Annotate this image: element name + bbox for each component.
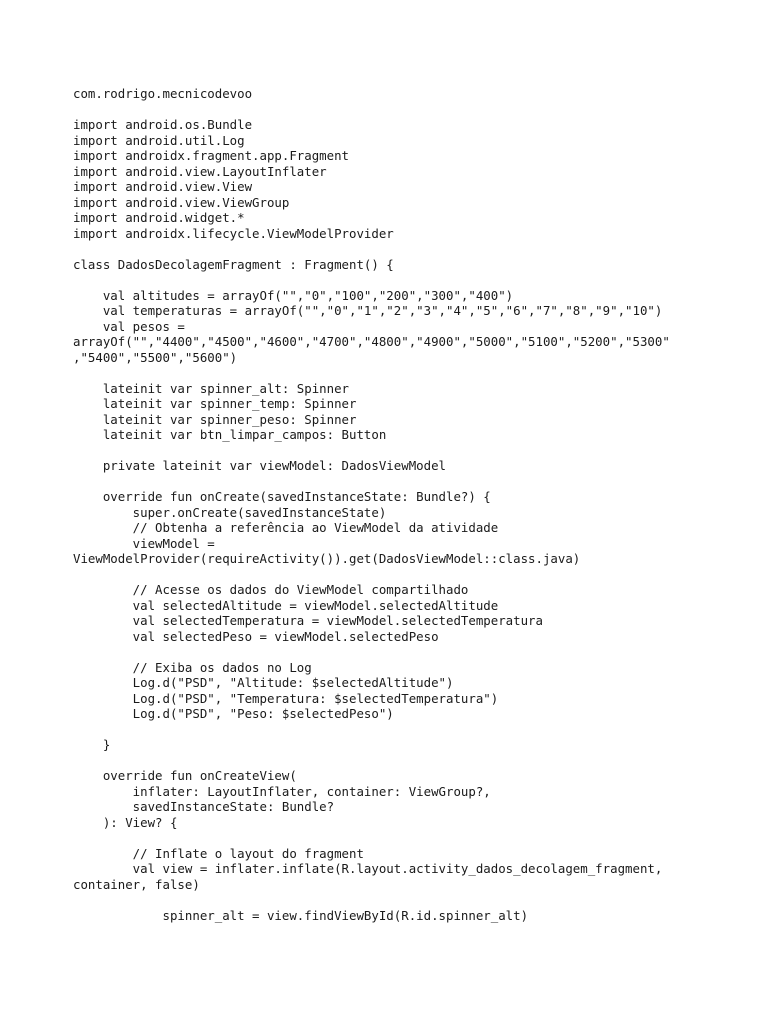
code-line: // Obtenha a referência ao ViewModel da atividade (73, 520, 499, 535)
code-line: private lateinit var viewModel: DadosViewModel (73, 458, 446, 473)
code-line: import androidx.lifecycle.ViewModelProvider (73, 225, 394, 241)
code-line (73, 272, 753, 288)
code-line (73, 241, 753, 257)
code-line (73, 443, 753, 459)
code-line: class DadosDecolagemFragment : Fragment() { (73, 256, 394, 272)
code-line: Log.d("PSD", "Temperatura: $selectedTemperatura") (73, 690, 499, 706)
code-line: spinner_alt = view.findViewById(R.id.spinner_alt) (73, 907, 529, 923)
code-line: savedInstanceState: Bundle? (73, 799, 335, 814)
code-line: // Exiba os dados no Log (73, 659, 312, 675)
code-line: super.onCreate(savedInstanceState) (73, 504, 387, 520)
code-line: lateinit var spinner_temp: Spinner (73, 396, 357, 411)
code-line: val selectedAltitude = viewModel.selectedAltitude (73, 597, 499, 613)
code-line (73, 102, 753, 118)
code-line: arrayOf("","4400","4500","4600","4700","4800","4900","5000","5100","5200","5300" (73, 334, 670, 349)
code-line: override fun onCreate(savedInstanceState: Bundle?) { (73, 489, 491, 504)
code-line (73, 474, 753, 490)
code-line: inflater: LayoutInflater, container: ViewGroup?, (73, 783, 491, 799)
code-line: ): View? { (73, 814, 178, 830)
code-line (73, 365, 753, 381)
code-line: ,"5400","5500","5600") (73, 349, 238, 365)
code-line (73, 567, 753, 583)
code-line: val selectedTemperatura = viewModel.selectedTemperatura (73, 613, 543, 628)
code-line: import android.util.Log (73, 132, 245, 148)
code-line: val pesos = (73, 318, 185, 334)
code-listing (73, 86, 753, 923)
code-line: Log.d("PSD", "Peso: $selectedPeso") (73, 706, 394, 721)
code-line: val selectedPeso = viewModel.selectedPeso (73, 628, 439, 644)
code-line: // Inflate o layout do fragment (73, 845, 364, 861)
code-line: container, false) (73, 876, 200, 892)
code-line: ViewModelProvider(requireActivity()).get(DadosViewModel::class.java) (73, 551, 581, 566)
code-line: lateinit var btn_limpar_campos: Button (73, 427, 387, 442)
code-line (73, 722, 753, 738)
code-line: Log.d("PSD", "Altitude: $selectedAltitude") (73, 675, 454, 690)
code-line: import android.os.Bundle (73, 117, 253, 132)
code-line: viewModel = (73, 535, 215, 551)
code-line: } (73, 737, 111, 752)
code-line: val temperaturas = arrayOf("","0","1","2","3","4","5","6","7","8","9","10") (73, 303, 663, 318)
code-line: import android.view.LayoutInflater (73, 163, 327, 179)
code-line: import android.view.View (73, 179, 253, 194)
code-line: lateinit var spinner_peso: Spinner (73, 411, 357, 427)
code-line: import androidx.fragment.app.Fragment (73, 148, 350, 163)
code-line: import android.widget.* (73, 210, 245, 225)
code-line: lateinit var spinner_alt: Spinner (73, 380, 350, 396)
code-line: com.rodrigo.mecnicodevoo (73, 86, 253, 101)
code-line (73, 830, 753, 846)
code-line: val view = inflater.inflate(R.layout.activity_dados_decolagem_fragment, (73, 861, 663, 876)
code-line: // Acesse os dados do ViewModel compartilhado (73, 582, 469, 597)
code-line: import android.view.ViewGroup (73, 194, 290, 210)
code-line (73, 753, 753, 769)
code-line (73, 892, 753, 908)
code-line: val altitudes = arrayOf("","0","100","200","300","400") (73, 287, 514, 303)
code-line (73, 644, 753, 660)
code-line: override fun onCreateView( (73, 768, 297, 783)
